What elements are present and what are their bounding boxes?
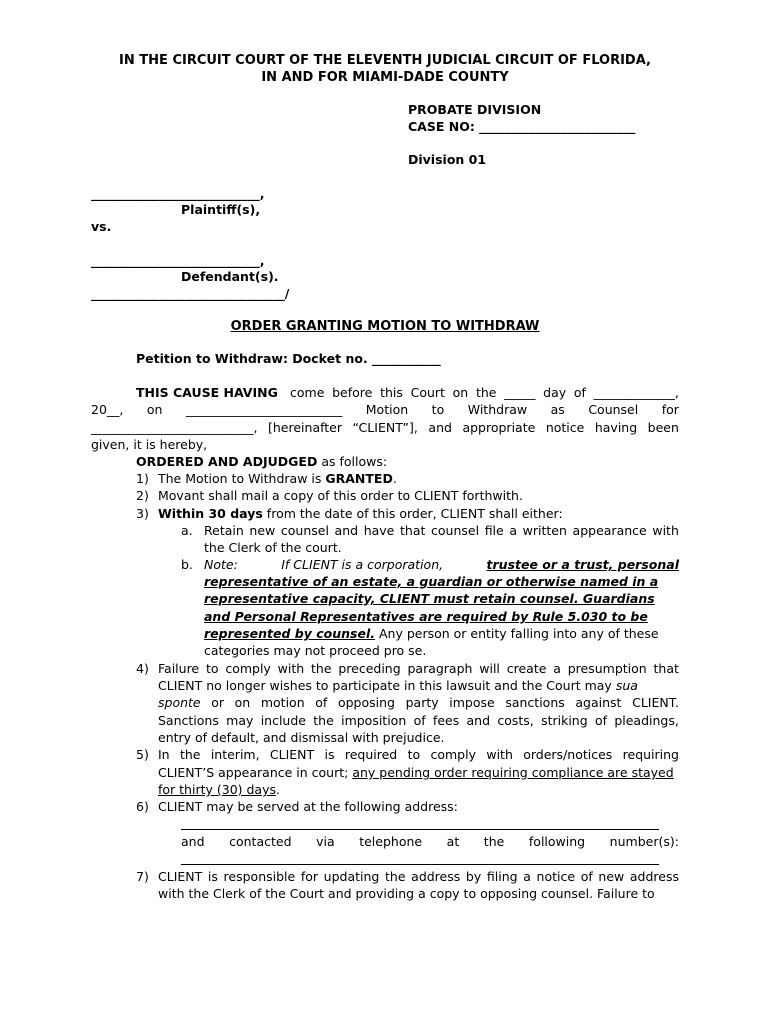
probate-division-label: PROBATE DIVISION <box>408 102 542 117</box>
address-blank-line <box>181 829 659 830</box>
defendant-blank: ___________________________, <box>91 253 265 268</box>
intro-lead: THIS CAUSE HAVING <box>136 385 278 400</box>
court-heading-line1: IN THE CIRCUIT COURT OF THE ELEVENTH JUDICIAL CIRCUIT OF FLORIDA, <box>119 53 651 68</box>
justified-word: party <box>405 695 439 710</box>
justified-word: comply <box>430 747 476 762</box>
item-6-text: CLIENT may be served at the following address: <box>158 799 458 814</box>
justified-word: and <box>181 834 205 849</box>
intro-line-1-rest <box>290 384 679 401</box>
item-7-line-2: with the Clerk of the Court and providing a copy to opposing counsel. Failure to <box>158 886 655 901</box>
justified-word: Court <box>410 385 445 400</box>
item-2-number: 2) <box>136 488 149 503</box>
justified-word: the <box>311 661 332 676</box>
justified-word: motion <box>260 695 305 710</box>
justified-word: pleadings, <box>614 713 679 728</box>
item-2-text: Movant shall mail a copy of this order to CLIENT forthwith. <box>158 488 523 503</box>
justified-word: striking <box>541 713 588 728</box>
justified-word: required <box>344 747 398 762</box>
justified-word: the <box>483 834 505 849</box>
court-heading-line2: IN AND FOR MIAMI-DADE COUNTY <box>261 70 509 85</box>
justified-word: to <box>205 661 219 676</box>
justified-word: on <box>234 695 251 710</box>
justified-word: Counsel <box>588 402 639 417</box>
item-3b-line-4: and Personal Representatives are required by Rule 5.030 to be <box>204 609 648 624</box>
justified-word: on <box>452 385 469 400</box>
justified-word: on <box>146 402 163 417</box>
item-3b-line-3: representative capacity, CLIENT must retain counsel. Guardians <box>204 591 655 606</box>
item-5-line-3: for thirty (30) days. <box>158 782 280 797</box>
justified-word: Motion <box>365 402 409 417</box>
item-3b-line-5: represented by counsel. Any person or entity falling into any of these <box>204 626 659 641</box>
justified-word: a <box>509 523 518 538</box>
justified-word: CLIENT. <box>632 695 679 710</box>
justified-word: with <box>277 661 305 676</box>
justified-word: that <box>400 523 426 538</box>
justified-word: paragraph <box>407 661 473 676</box>
justified-word: notice <box>545 420 585 435</box>
justified-word: of <box>580 869 593 884</box>
justified-word: Retain <box>204 523 244 538</box>
justified-word: that <box>653 661 679 676</box>
item-7-number: 7) <box>136 869 149 884</box>
justified-word: a <box>523 869 531 884</box>
justified-word: [hereinafter <box>268 420 343 435</box>
justified-word: create <box>506 661 547 676</box>
justified-word: following <box>528 834 586 849</box>
plaintiff-blank: ___________________________, <box>91 186 265 201</box>
justified-word: of <box>594 713 608 728</box>
justified-word: is <box>324 747 335 762</box>
document-page <box>91 0 679 1024</box>
justified-word: _________________________ <box>186 402 343 417</box>
item-3a-letter: a. <box>181 523 193 538</box>
intro-line-2 <box>91 401 679 418</box>
justified-word: the <box>385 869 406 884</box>
justified-word: requiring <box>622 747 679 762</box>
justified-word: sanctions <box>505 695 565 710</box>
item-5-line-2: CLIENT’S appearance in court; any pending order requiring compliance are stayed <box>158 765 674 780</box>
item-4-line-4 <box>158 712 679 729</box>
item-1-text: The Motion to Withdraw is GRANTED. <box>158 471 397 486</box>
justified-word: may <box>226 713 254 728</box>
justified-word: opposing <box>337 695 395 710</box>
justified-word: the <box>179 747 201 762</box>
item-6-contact-line <box>181 833 679 850</box>
item-3-text: Within 30 days from the date of this order, CLIENT shall either: <box>158 506 563 521</box>
justified-word: of <box>315 695 328 710</box>
justified-word: of <box>413 713 426 728</box>
justified-word: fees <box>432 713 460 728</box>
justified-word: for <box>300 869 319 884</box>
justified-word: orders/notices <box>523 747 613 762</box>
defendant-blank-closing: _______________________________/ <box>91 286 290 301</box>
item-4-line-2: CLIENT no longer wishes to participate in this lawsuit and the Court may sua <box>158 678 638 693</box>
intro-line-3 <box>91 419 679 436</box>
justified-word: or <box>211 695 225 710</box>
justified-word: at <box>446 834 460 849</box>
justified-word: file <box>484 523 504 538</box>
justified-word: responsible <box>223 869 296 884</box>
justified-word: the <box>475 385 497 400</box>
justified-word: and <box>334 523 359 538</box>
justified-word: notice <box>536 869 576 884</box>
justified-word: _____ <box>504 385 536 400</box>
justified-word: number(s): <box>609 834 679 849</box>
justified-word: counsel <box>431 523 480 538</box>
item-4-line-5: entry of default, and dismissal with prejudice. <box>158 730 445 745</box>
item-3b-letter: b. <box>181 557 193 572</box>
justified-word: interim, <box>210 747 260 762</box>
justified-word: for <box>661 402 679 417</box>
justified-word: and <box>428 420 452 435</box>
justified-word: this <box>380 385 403 400</box>
justified-word: __________________________, <box>91 420 258 435</box>
justified-word: costs, <box>497 713 534 728</box>
justified-word: come <box>290 385 325 400</box>
justified-word: a <box>553 661 561 676</box>
justified-word: been <box>647 420 679 435</box>
justified-word: new <box>598 869 625 884</box>
justified-word: with <box>486 747 513 762</box>
item-1-number: 1) <box>136 471 149 486</box>
justified-word: “CLIENT”], <box>352 420 418 435</box>
justified-word: appearance <box>572 523 647 538</box>
justified-word: contacted <box>229 834 292 849</box>
versus-label: vs. <box>91 219 112 234</box>
justified-word: new <box>249 523 276 538</box>
justified-word: address <box>411 869 461 884</box>
justified-word: with <box>652 523 679 538</box>
petition-docket-line: Petition to Withdraw: Docket no. ___________ <box>136 351 441 366</box>
justified-word: Withdraw <box>467 402 528 417</box>
order-title: ORDER GRANTING MOTION TO WITHDRAW <box>230 319 540 334</box>
justified-word: Sanctions <box>158 713 219 728</box>
justified-word: telephone <box>359 834 423 849</box>
justified-word: against <box>575 695 622 710</box>
justified-word: imposition <box>341 713 407 728</box>
justified-word: before <box>332 385 373 400</box>
item-5-line-1 <box>158 746 679 763</box>
justified-word: comply <box>225 661 271 676</box>
intro-line-1 <box>136 384 679 401</box>
item-4-line-1 <box>158 660 679 677</box>
justified-word: have <box>363 523 395 538</box>
justified-word: will <box>479 661 500 676</box>
ordered-adjudged-line: ORDERED AND ADJUDGED as follows: <box>136 454 388 469</box>
justified-word: preceding <box>338 661 401 676</box>
division-number: Division 01 <box>408 152 487 167</box>
justified-word: written <box>522 523 567 538</box>
justified-word: via <box>316 834 335 849</box>
item-3-number: 3) <box>136 506 149 521</box>
justified-word: to <box>431 402 445 417</box>
intro-line-4: given, it is hereby, <box>91 437 208 452</box>
item-3b-line-6: categories may not proceed pro se. <box>204 643 427 658</box>
justified-word: as <box>550 402 565 417</box>
justified-word: CLIENT <box>158 869 203 884</box>
justified-word: 20__, <box>91 402 124 417</box>
justified-word: having <box>594 420 638 435</box>
item-4-line-3 <box>158 694 679 711</box>
justified-word: of <box>573 385 586 400</box>
item-3a-line-2: the Clerk of the court. <box>204 540 342 555</box>
justified-word: sponte <box>158 695 201 710</box>
justified-word: the <box>313 713 334 728</box>
justified-word: day <box>543 385 567 400</box>
justified-word: Failure <box>158 661 200 676</box>
justified-word: and <box>466 713 491 728</box>
defendant-label: Defendant(s). <box>181 269 279 284</box>
item-6-number: 6) <box>136 799 149 814</box>
item-3b-line-1: Note: If CLIENT is a corporation, trustee or a trust, personal <box>204 557 679 572</box>
justified-word: by <box>465 869 482 884</box>
justified-word: appropriate <box>462 420 536 435</box>
item-4-number: 4) <box>136 661 149 676</box>
justified-word: presumption <box>567 661 647 676</box>
justified-word: _____________, <box>593 385 679 400</box>
item-5-number: 5) <box>136 747 149 762</box>
justified-word: filing <box>486 869 518 884</box>
justified-word: In <box>158 747 170 762</box>
justified-word: impose <box>449 695 495 710</box>
justified-word: counsel <box>280 523 329 538</box>
justified-word: is <box>207 869 218 884</box>
justified-word: include <box>260 713 306 728</box>
phone-blank-line <box>181 864 659 865</box>
item-3a-line-1 <box>204 522 679 539</box>
justified-word: updating <box>323 869 380 884</box>
plaintiff-label: Plaintiff(s), <box>181 202 261 217</box>
item-3b-line-2: representative of an estate, a guardian or otherwise named in a <box>204 574 659 589</box>
case-number: CASE NO: _________________________ <box>408 119 636 134</box>
justified-word: CLIENT <box>269 747 315 762</box>
justified-word: to <box>407 747 421 762</box>
item-7-line-1 <box>158 868 679 885</box>
justified-word: address <box>629 869 679 884</box>
